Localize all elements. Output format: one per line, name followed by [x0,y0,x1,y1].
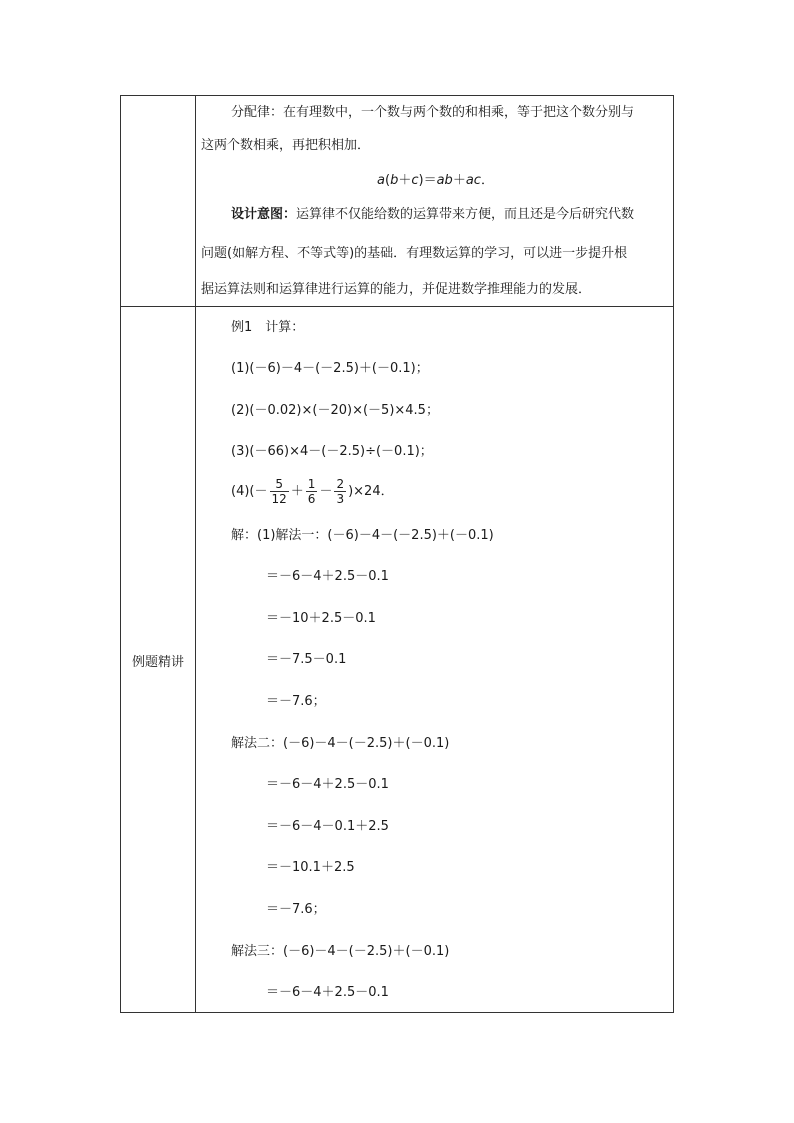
solution-2-step-1: ＝－6－4＋2.5－0.1 [266,777,389,792]
distributive-law-line1: 分配律：在有理数中，一个数与两个数的和相乘，等于把这个数分别与 [231,105,635,120]
formula-end: ． [480,173,494,188]
design-intent-line3: 据运算法则和运算律进行运算的能力，并促进数学推理能力的发展． [201,282,592,297]
example-title: 例1 计算： [231,320,305,335]
formula-paren: ( [385,173,391,188]
fraction-2-3: $\frac{2}{3}$ [336,477,345,506]
solution-2-step-3: ＝－10.1＋2.5 [266,860,355,875]
fraction-5-12: $\frac{5}{12}$ [271,477,287,506]
design-intent-line2: 问题(如解方程、不等式等)的基础．有理数运算的学习，可以进一步提升根 [201,246,628,261]
solution-1-step-1: ＝－6－4＋2.5－0.1 [266,569,389,584]
formula-ac: ac [465,173,481,188]
formula-c: c [411,173,419,188]
solution-1-step-3: ＝－7.5－0.1 [266,652,347,667]
formula-b: b [390,173,399,188]
problem-2: (2)(－0.02)×(－20)×(－5)×4.5； [231,403,439,418]
solution-3-intro: 解法三：(－6)－4－(－2.5)＋(－0.1) [231,944,450,959]
design-intent-label: 设计意图： [231,207,297,222]
row-label-examples: 例题精讲 [131,655,184,670]
problem-1: (1)(－6)－4－(－2.5)＋(－0.1)； [231,361,429,376]
design-intent-text1: 运算律不仅能给数的运算带来方便，而且还是今后研究代数 [296,207,635,222]
solution-2-step-2: ＝－6－4－0.1＋2.5 [266,819,389,834]
problem-4-end: )×24． [348,484,394,499]
formula-ab: ab [436,173,453,188]
problem-4-start: (4)(－ [231,484,268,499]
formula-eq: )＝ [418,173,437,188]
problem-4-minus: － [319,484,333,499]
fraction-1-6: $\frac{1}{6}$ [307,477,316,506]
formula-a: a [377,173,385,188]
solution-3-step-1: ＝－6－4＋2.5－0.1 [266,985,389,1000]
row-divider [121,306,673,307]
solution-1-step-4: ＝－7.6； [266,694,326,709]
solution-1-step-2: ＝－10＋2.5－0.1 [266,611,376,626]
design-intent-line1 [231,207,634,223]
problem-4-plus: ＋ [290,484,304,499]
solution-2-intro: 解法二：(－6)－4－(－2.5)＋(－0.1) [231,736,450,751]
solution-2-step-4: ＝－7.6； [266,902,326,917]
problem-3: (3)(－66)×4－(－2.5)÷(－0.1)； [231,444,433,459]
lesson-table [120,95,674,1013]
distributive-formula [196,173,675,189]
column-divider [195,96,196,1012]
formula-plus: ＋ [398,173,412,188]
formula-plus2: ＋ [452,173,466,188]
problem-4 [231,474,394,510]
distributive-law-line2: 这两个数相乘，再把积相加． [201,138,371,153]
solution-1-intro: 解：(1)解法一：(－6)－4－(－2.5)＋(－0.1) [231,528,494,543]
